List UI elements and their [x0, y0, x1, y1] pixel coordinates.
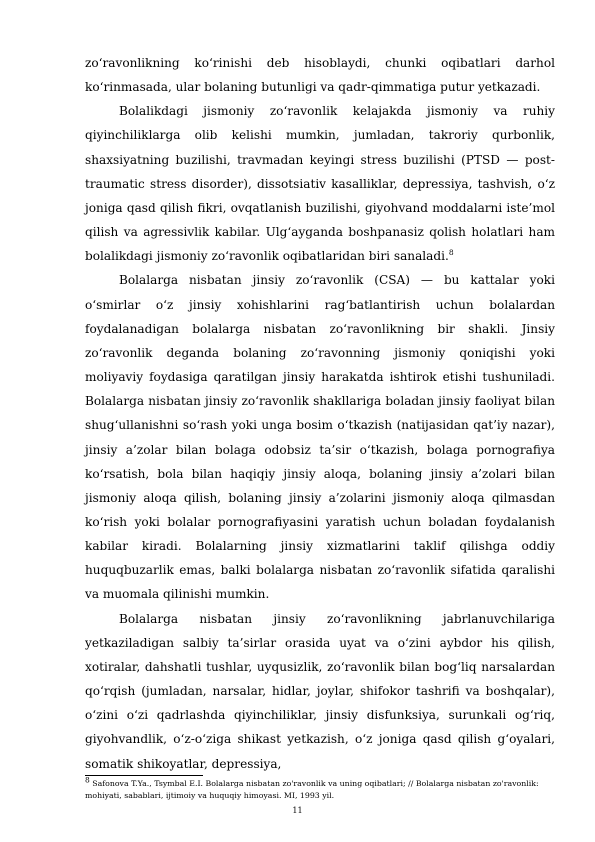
paragraph-text: Bolalikdagi jismoniy zo‘ravonlik kelajakda jismoniy va ruhiy qiyinchiliklarga olib kelishi mumkin, jumladan, takroriy qurbonlik, shaxsiyatning buzilishi, travmadan keyingi stress buzilishi (PTSD — post-traumatic stress disorder), dissotsiativ kasalliklar, depressiya, tashvish, o‘z joniga qasd qilish fikri, ovqatlanish buzilishi, giyohvand moddalarni iste’mol qilish va agressivlik kabilar. Ulg‘ayganda boshpanasiz qolish holatlari ham bolalikdagi jismoniy zo‘ravonlik oqibatlaridan biri sanaladi.	[85, 104, 555, 264]
paragraph-sexual-abuse-effects: Bolalarga nisbatan jinsiy zo‘ravonlikning jabrlanuvchilariga yetkaziladigan salbiy ta’sirlar orasida uyat va o‘zini aybdor his qilish, xotiralar, dahshatli tushlar, uyqusizlik, zo‘ravonlik bilan bog‘liq narsalardan qo‘rqish (jumladan, narsalar, hidlar, joylar, shifokor tashrifi va boshqalar), o‘zini o‘zi qadrlashda qiyinchiliklar, jinsiy disfunksiya, surunkali og‘riq, giyohvandlik, o‘z-o‘ziga shikast yetkazish, o‘z joniga qasd qilish g‘oyalari, somatik shikoyatlar, depressiya,	[85, 611, 555, 771]
footnote-reference[interactable]: 8	[448, 248, 454, 258]
paragraph-physical-abuse-effects	[85, 99, 555, 268]
paragraph-sexual-abuse-definition: Bolalarga nisbatan jinsiy zo‘ravonlik (CSA) — bu kattalar yoki o‘smirlar o‘z jinsiy xohishlarini rag‘batlantirish uchun bolalardan foydalanadigan bolalarga nisbatan zo‘ravonlikning bir shakli. Jinsiy zo‘ravonlik deganda bolaning zo‘ravonning jismoniy qoniqishi yoki moliyaviy foydasiga qaratilgan jinsiy harakatda ishtirok etishi tushuniladi. Bolalarga nisbatan jinsiy zo‘ravonlik shakllariga boladan jinsiy faoliyat bilan shug‘ullanishni so‘rash yoki unga bosim o‘tkazish (natijasidan qat’iy nazar), jinsiy a’zolar bilan bolaga odobsiz ta’sir o‘tkazish, bolaga pornografiya ko‘rsatish, bola bilan haqiqiy jinsiy aloqa, bolaning jinsiy a’zolari bilan jismoniy aloqa qilish, bolaning jinsiy a’zolarini jismoniy aloqa qilmasdan ko‘rish yoki bolalar pornografiyasini yaratish uchun boladan foydalanish kabilar kiradi. Bolalarning jinsiy xizmatlarini taklif qilishga oddiy huquqbuzarlik emas, balki bolalarga nisbatan zo‘ravonlik sifatida qaralishi va muomala qilinishi mumkin.	[85, 273, 555, 602]
footnote-mark: 8	[85, 775, 90, 785]
footnote-divider	[85, 775, 203, 776]
footnote-text: Safonova T.Ya., Tsymbal E.I. Bolalarga nisbatan zo'ravonlik va uning oqibatlari; // Bolalarga nisbatan zo'ravonlik: mohiyati, sabablari, ijtimoiy va huquqiy himoyasi. MI, 1993 yil.	[85, 779, 539, 800]
footnote	[85, 775, 555, 802]
body-text	[85, 51, 555, 776]
paragraph-continuation: zo‘ravonlikning ko‘rinishi deb hisoblaydi, chunki oqibatlari darhol ko‘rinmasada, ular bolaning butunligi va qadr-qimmatiga putur yetkazadi.	[85, 56, 555, 95]
page-number: 11	[292, 806, 303, 815]
